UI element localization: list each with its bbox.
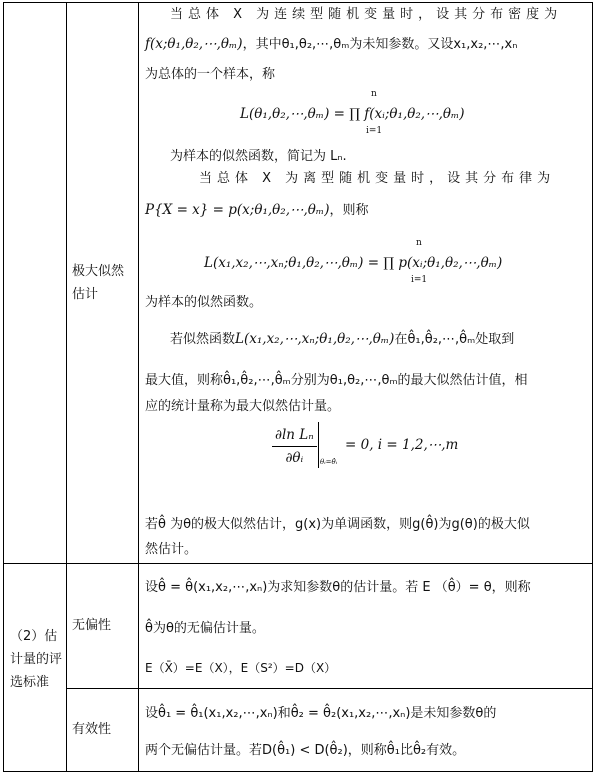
likelihood-short: L(x₁,x₂,⋯,xₙ;θ₁,θ₂,⋯,θₘ) <box>235 331 395 347</box>
unbiased-line-3: E（X̄）=E（X），E（S²）=D（X） <box>145 661 337 675</box>
efficiency-line-2: 两个无偏估计量。若D(θ̂₁) < D(θ̂₂)，则称θ̂₁比θ̂₂有效。 <box>145 743 466 758</box>
distribution-expression: P{X = x} = p(x;θ₁,θ₂,⋯,θₘ) <box>145 202 330 218</box>
mle-line-7: 应的统计量称为最大似然估计量。 <box>145 399 341 414</box>
mle-paragraph-1: 当总体 X 为连续型随机变量时，设其分布密度为 <box>170 7 563 22</box>
mle-line-2-text: ，其中θ₁,θ₂,⋯,θₘ为未知参数。又设x₁,x₂,⋯,xₙ <box>242 37 518 52</box>
prod-upper-1: n <box>371 89 377 99</box>
efficiency-line-1: 设θ̂₁ = θ̂₁(x₁,x₂,⋯,xₙ)和θ̂₂ = θ̂₂(x₁,x₂,⋯,xₙ)是未知参数θ的 <box>145 706 497 721</box>
mle-paragraph-3: 当总体 X 为离型随机变量时，设其分布律为 <box>199 171 556 186</box>
derivative-numerator: ∂ln Lₙ <box>272 424 317 447</box>
divider-col1 <box>66 2 67 772</box>
divider-row-mle <box>3 563 593 564</box>
divider-col2 <box>138 2 139 772</box>
evaluation-bar <box>318 422 319 468</box>
derivative-subscript: θᵢ=θ̂ᵢ <box>320 458 338 466</box>
unbiased-line-2: θ̂为θ的无偏估计量。 <box>145 621 265 636</box>
prod-lower-1: i=1 <box>366 126 383 136</box>
mle-line-9: 然估计。 <box>145 542 198 557</box>
density-expression: f(x;θ₁,θ₂,⋯,θₘ) <box>145 36 243 52</box>
prod-lower-2: i=1 <box>411 275 428 285</box>
mle-line-distribution <box>145 199 369 222</box>
efficiency-label: 有效性 <box>72 722 112 737</box>
derivative-equation <box>272 424 317 469</box>
mle-line-6: 最大值，则称θ̂₁,θ̂₂,⋯,θ̂ₘ分别为θ₁,θ₂,⋯,θₘ的最大似然估计值，相 <box>145 373 528 388</box>
distribution-tail: ，则称 <box>329 203 369 218</box>
mle-line-2 <box>145 33 517 56</box>
mle-line-8: 若θ̂ 为θ的极大似然估计，g(x)为单调函数，则g(θ̂)为g(θ)的极大似 <box>145 517 530 532</box>
derivative-fraction <box>272 424 317 469</box>
mle-line-5 <box>170 328 514 351</box>
derivative-rhs: = 0, i = 1,2,⋯,m <box>345 437 459 453</box>
mle-label: 极大似然估计 <box>72 264 125 302</box>
likelihood-formula-1: L(θ₁,θ₂,⋯,θₘ) = ∏ f(xᵢ;θ₁,θ₂,⋯,θₘ) <box>240 106 465 122</box>
mle-line-5-tail: 在θ̂₁,θ̂₂,⋯,θ̂ₘ处取到 <box>394 332 515 347</box>
derivative-denominator: ∂θᵢ <box>285 450 304 466</box>
likelihood-formula-2: L(x₁,x₂,⋯,xₙ;θ₁,θ₂,⋯,θₘ) = ∏ p(xᵢ;θ₁,θ₂,⋯,θₘ) <box>204 255 503 271</box>
mle-paragraph-2: 为样本的似然函数，简记为 Lₙ. <box>170 149 347 164</box>
mle-paragraph-4: 为样本的似然函数。 <box>145 295 263 310</box>
mle-line-5-head: 若似然函数 <box>170 332 236 347</box>
unbiased-line-1: 设θ̂ = θ̂(x₁,x₂,⋯,xₙ)为求知参数θ的估计量。若 E （θ̂）= θ，则称 <box>145 580 531 595</box>
divider-row-unbiased <box>66 688 593 689</box>
prod-upper-2: n <box>416 238 422 248</box>
mle-line-3: 为总体的一个样本，称 <box>145 67 276 82</box>
unbiased-label: 无偏性 <box>72 618 112 633</box>
section-label: （2）估计量的评选标准 <box>10 629 63 690</box>
